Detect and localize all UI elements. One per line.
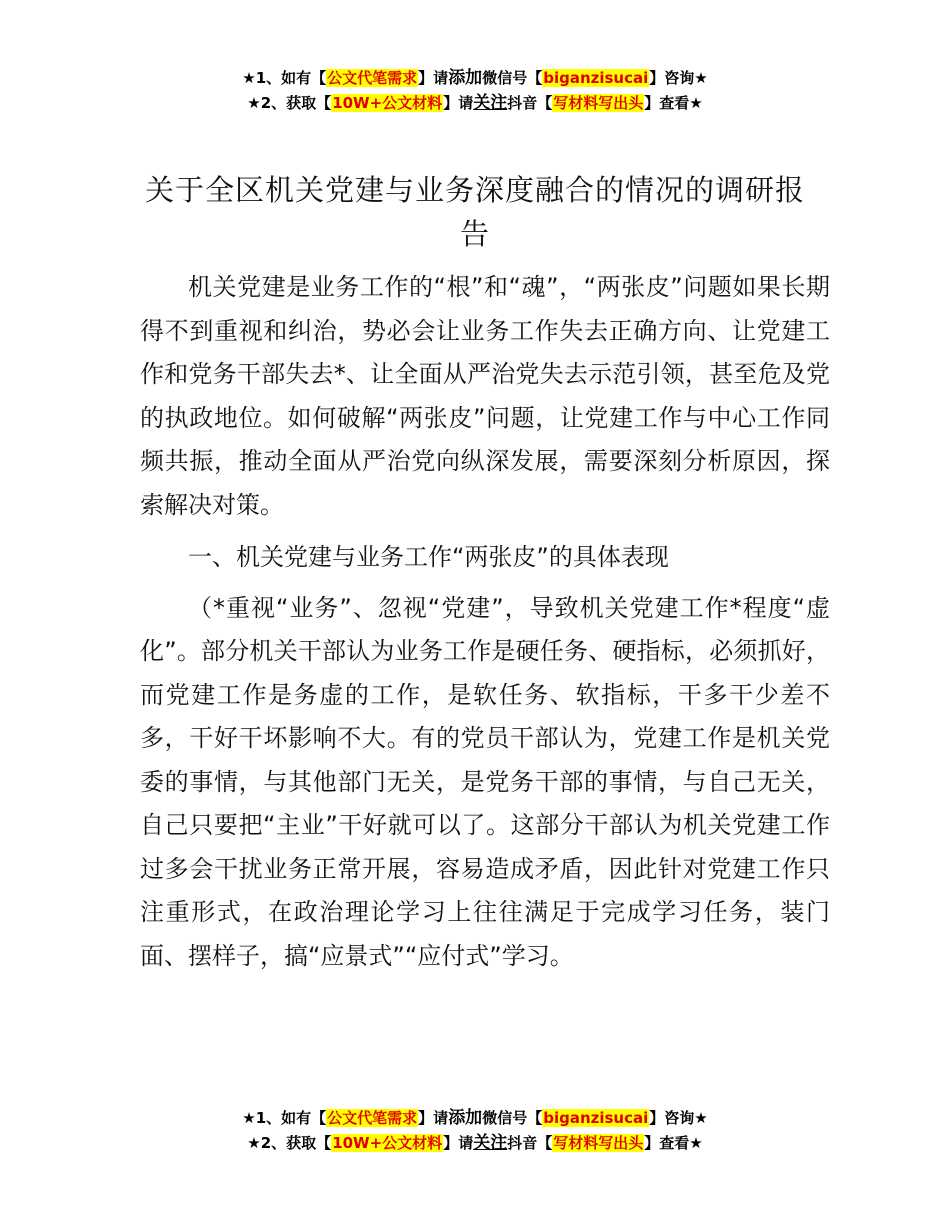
document-body	[140, 266, 830, 978]
banner-line-2	[0, 91, 950, 116]
banner-text: 】咨询★	[649, 1109, 708, 1127]
banner-text: 】查看★	[644, 1134, 703, 1152]
document-title: 关于全区机关党建与业务深度融合的情况的调研报告	[144, 173, 805, 251]
douyin-id-highlight: 写材料写出头	[553, 94, 644, 112]
emphasis-text: 添加	[448, 1108, 483, 1128]
wechat-id-highlight: biganzisucai	[543, 1109, 649, 1127]
highlight-tag: 公文代笔需求	[327, 1109, 418, 1127]
emphasis-text: 关注	[473, 93, 508, 113]
banner-text: 】咨询★	[649, 69, 708, 87]
banner-text: 】请	[418, 1109, 449, 1127]
highlight-tag: 公文代笔需求	[327, 69, 418, 87]
banner-text: 抖音【	[507, 1134, 553, 1152]
highlight-tag: 10W+公文材料	[332, 94, 443, 112]
banner-text: 微信号【	[482, 1109, 543, 1127]
douyin-id-highlight: 写材料写出头	[553, 1134, 644, 1152]
star-icon: ★	[242, 1109, 256, 1127]
banner-line-1	[0, 66, 950, 91]
star-icon: ★	[247, 1134, 261, 1152]
section-heading: 一、机关党建与业务工作“两张皮”的具体表现	[188, 543, 669, 571]
banner-text: 2、获取【	[260, 1134, 332, 1152]
banner-text: 1、如有【	[255, 1109, 327, 1127]
highlight-tag: 10W+公文材料	[332, 1134, 443, 1152]
wechat-id-highlight: biganzisucai	[543, 69, 649, 87]
banner-line-2	[0, 1131, 950, 1156]
banner-text: 】查看★	[644, 94, 703, 112]
banner-text: 】请	[443, 1134, 474, 1152]
star-icon: ★	[242, 69, 256, 87]
banner-text: 1、如有【	[255, 69, 327, 87]
footer-banner	[0, 1106, 950, 1156]
banner-line-1	[0, 1106, 950, 1131]
paragraph-intro: 机关党建是业务工作的“根”和“魂”，“两张皮”问题如果长期得不到重视和纠治，势必会让业务工作失去正确方向、让党建工作和党务干部失去*、让全面从严治党失去示范引领，甚至危及党的执政地位。如何破解“两张皮”问题，让党建工作与中心工作同频共振，推动全面从严治党向纵深发展，需要深刻分析原因，探索解决对策。	[140, 273, 830, 519]
paragraph-body: （*重视“业务”、忽视“党建”，导致机关党建工作*程度“虚化”。部分机关干部认为业务工作是硬任务、硬指标，必须抓好，而党建工作是务虚的工作，是软任务、软指标，干多干少差不多，干好干坏影响不大。有的党员干部认为，党建工作是机关党委的事情，与其他部门无关，是党务干部的事情，与自己无关，自己只要把“主业”干好就可以了。这部分干部认为机关党建工作过多会干扰业务正常开展，容易造成矛盾，因此针对党建工作只注重形式，在政治理论学习上往往满足于完成学习任务，装门面、摆样子，搞“应景式”“应付式”学习。	[140, 593, 830, 970]
banner-text: 2、获取【	[260, 94, 332, 112]
star-icon: ★	[247, 94, 261, 112]
banner-text: 】请	[418, 69, 449, 87]
emphasis-text: 添加	[448, 68, 483, 88]
header-banner	[0, 66, 950, 116]
banner-text: 抖音【	[507, 94, 553, 112]
banner-text: 】请	[443, 94, 474, 112]
emphasis-text: 关注	[473, 1133, 508, 1153]
banner-text: 微信号【	[482, 69, 543, 87]
